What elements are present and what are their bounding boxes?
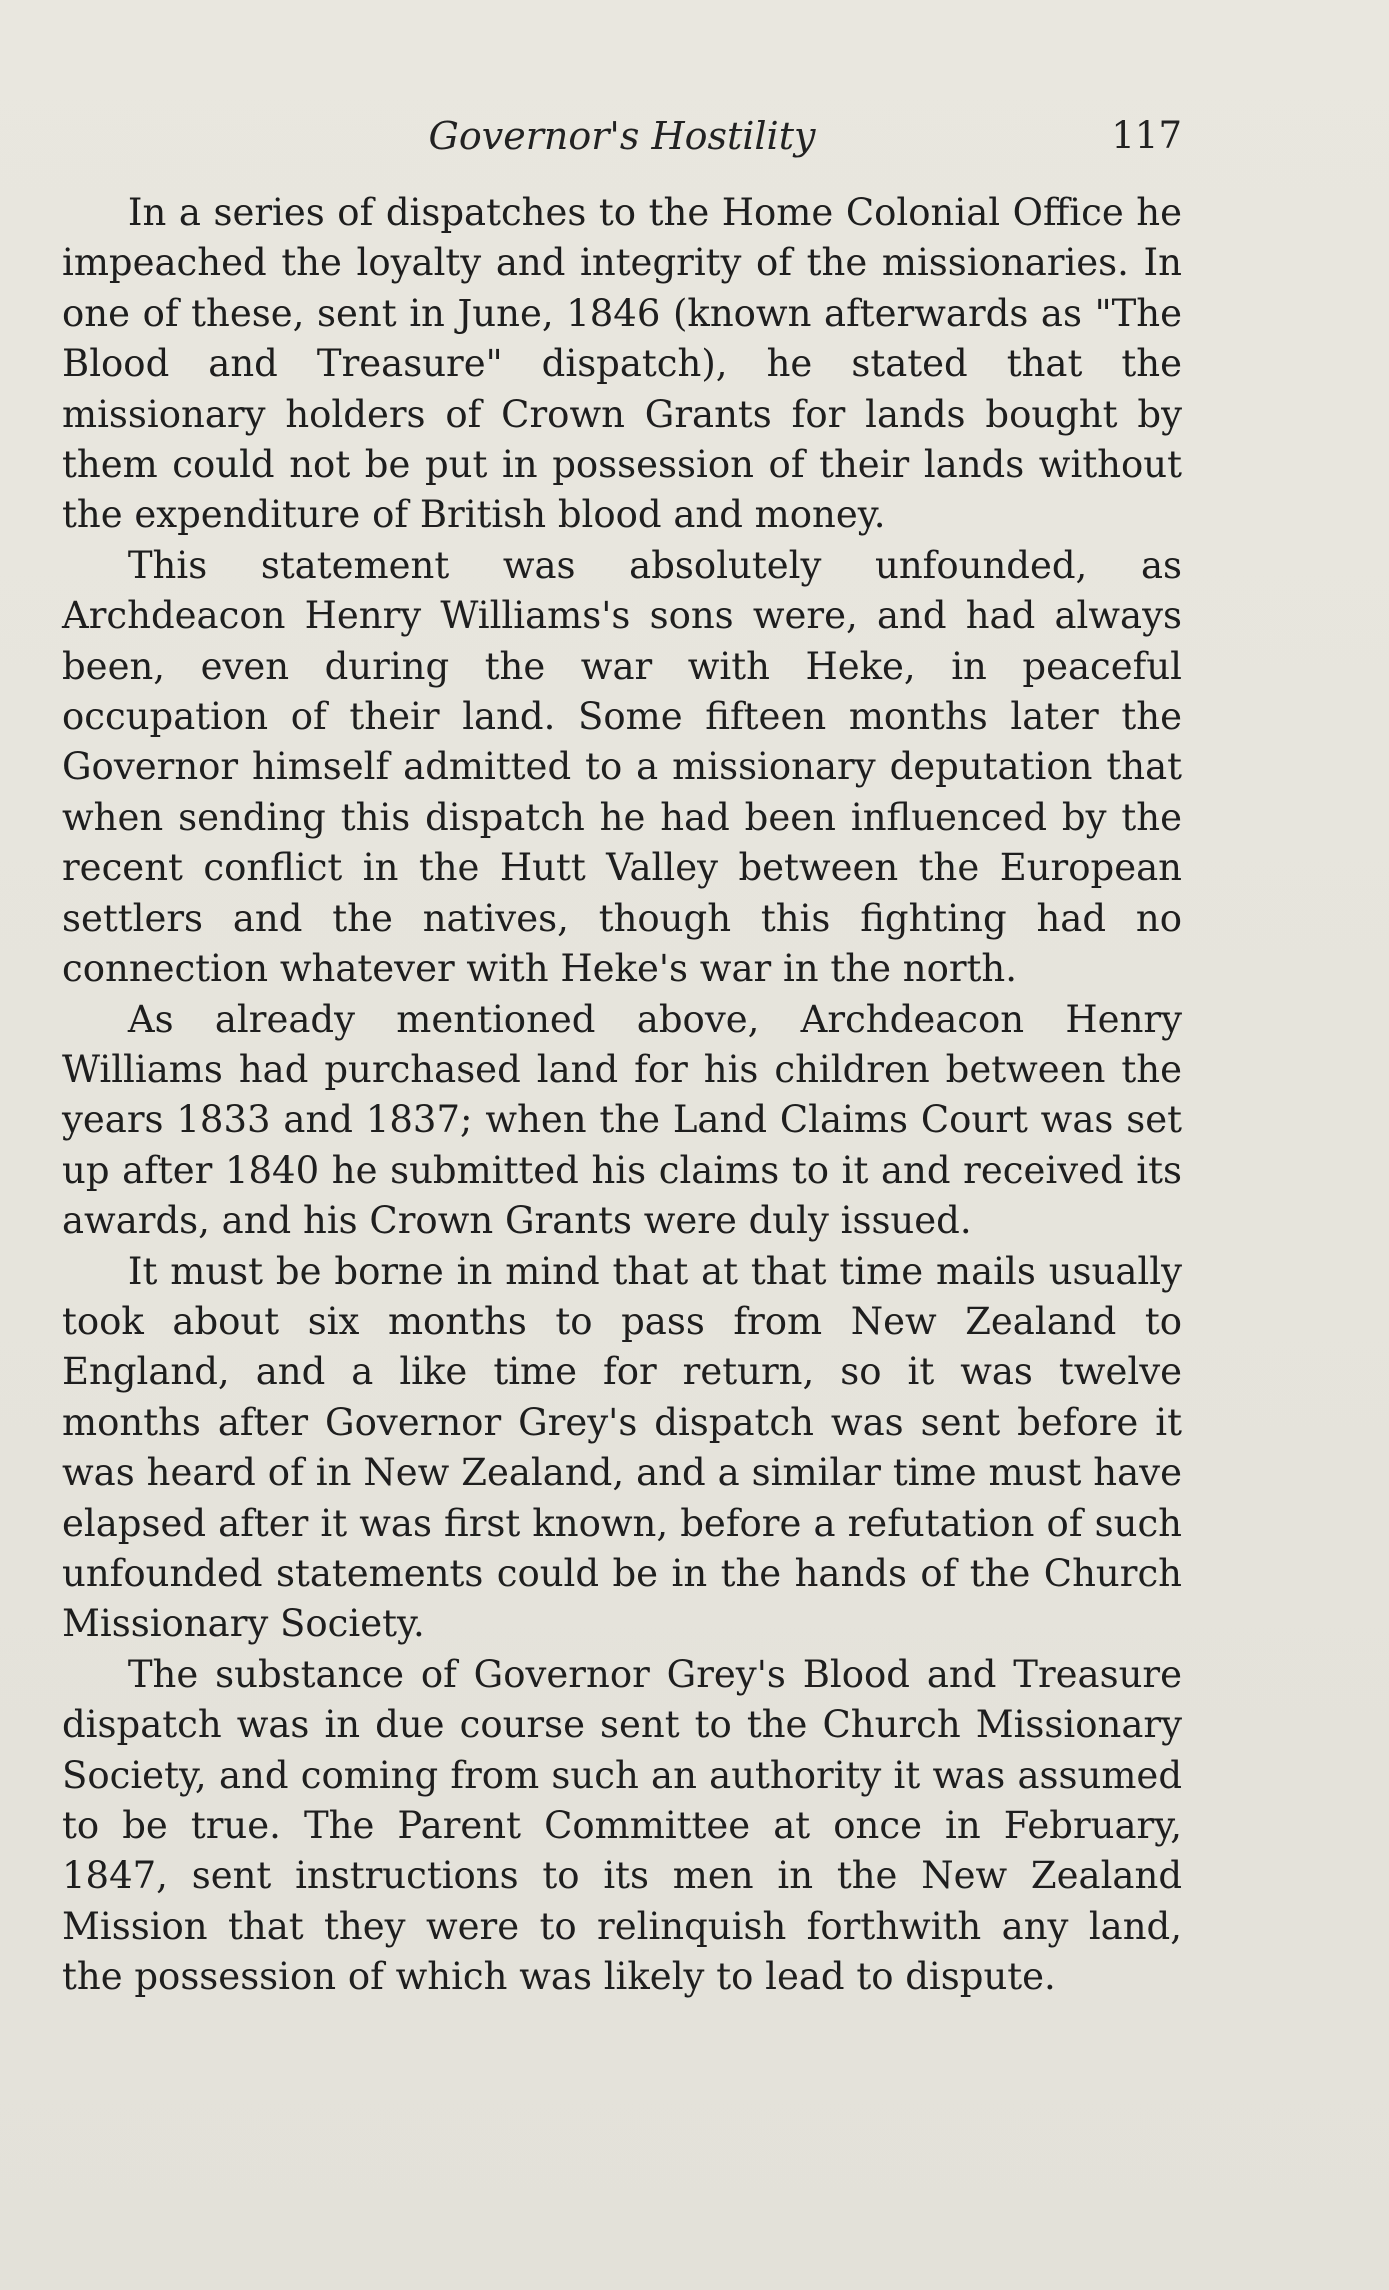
paragraph-4: It must be borne in mind that at that time mails usually took about six months to pass from New Zealand to England, and a like time for return, so it was twelve months after Governor Grey's dispatch was sent before it was heard of in New Zealand, and a similar time must have elapsed after it was first known, before a refutation of such unfounded statements could be in the hands of the Church Missionary Society.: [62, 1249, 1182, 1646]
paragraph-3: As already mentioned above, Archdeacon Henry Williams had purchased land for his children between the years 1833 and 1837; when the Land Claims Court was set up after 1840 he submitted his claims to it and received its awards, and his Crown Grants were duly issued.: [62, 997, 1182, 1243]
paragraph-1: In a series of dispatches to the Home Colonial Office he impeached the loyalty and integrity of the missionaries. In one of these, sent in June, 1846 (known afterwards as "The Blood and Treasure" dispatch), he stated that the missionary holders of Crown Grants for lands bought by them could not be put in possession of their lands without the expenditure of British blood and money.: [62, 191, 1182, 537]
body-text: [62, 188, 1182, 2003]
paragraph-5: The substance of Governor Grey's Blood and Treasure dispatch was in due course sent to the Church Missionary Society, and coming from such an authority it was assumed to be true. The Parent Committee at once in February, 1847, sent instructions to its men in the New Zealand Mission that they were to relinquish forthwith any land, the possession of which was likely to lead to dispute.: [62, 1652, 1182, 1999]
running-head: [62, 108, 1182, 164]
page-number: 117: [1111, 114, 1182, 157]
running-title: Governor's Hostility: [428, 114, 816, 158]
paragraph-2: This statement was absolutely unfounded, as Archdeacon Henry Williams's sons were, and had always been, even during the war with Heke, in peaceful occupation of their land. Some fifteen months later the Governor himself admitted to a missionary deputation that when sending this dispatch he had been influenced by the recent conflict in the Hutt Valley between the European settlers and the natives, though this fighting had no connection whatever with Heke's war in the north.: [62, 543, 1182, 991]
